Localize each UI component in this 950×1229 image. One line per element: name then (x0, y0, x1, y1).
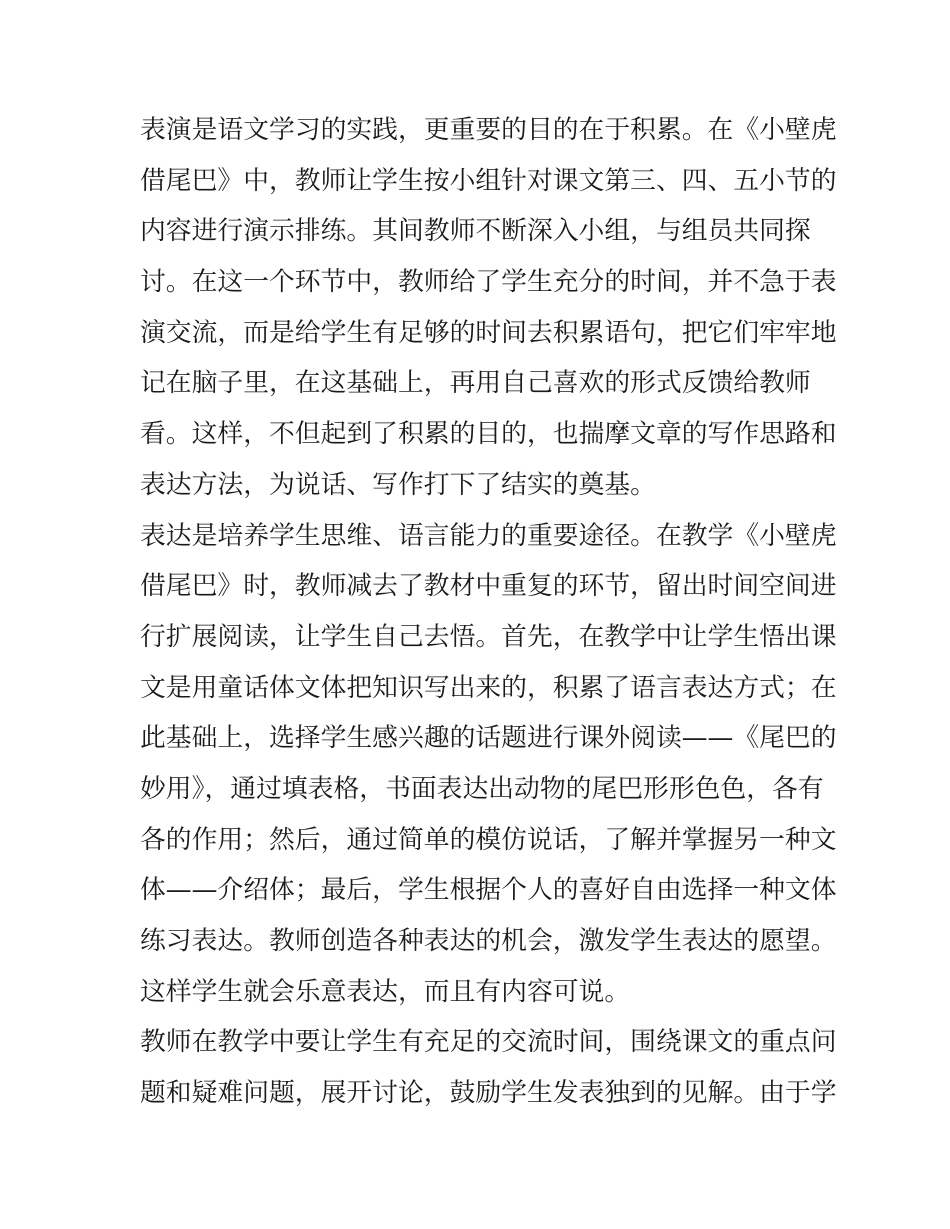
text-line: 题和疑难问题，展开讨论，鼓励学生发表独到的见解。由于学 (140, 1078, 837, 1109)
text-line: 讨。在这一个环节中，教师给了学生充分的时间，并不急于表 (140, 267, 837, 298)
text-line: 妙用》，通过填表格，书面表达出动物的尾巴形形色色，各有 (140, 773, 824, 804)
text-line: 借尾巴》时，教师减去了教材中重复的环节，留出时间空间进 (140, 571, 837, 602)
paragraph (140, 1017, 837, 1118)
text-line: 教师在教学中要让学生有充足的交流时间，围绕课文的重点问 (140, 1027, 837, 1058)
text-line: 此基础上，选择学生感兴趣的话题进行课外阅读——《尾巴的 (140, 723, 837, 754)
text-line: 记在脑子里，在这基础上，再用自己喜欢的形式反馈给教师 (140, 368, 811, 399)
document-body (140, 105, 837, 1119)
text-line: 表演是语文学习的实践，更重要的目的在于积累。在《小壁虎 (140, 115, 837, 145)
text-line: 演交流，而是给学生有足够的时间去积累语句，把它们牢牢地 (140, 317, 837, 348)
paragraph (140, 105, 837, 511)
paragraph (140, 511, 837, 1018)
text-line: 各的作用；然后，通过简单的模仿说话，了解并掌握另一种文 (140, 824, 837, 855)
text-line: 练习表达。教师创造各种表达的机会，激发学生表达的愿望。 (140, 926, 837, 956)
text-line: 表达方法，为说话、写作打下了结实的奠基。 (140, 469, 656, 500)
text-line: 内容进行演示排练。其间教师不断深入小组，与组员共同探 (140, 216, 811, 247)
text-line: 表达是培养学生思维、语言能力的重要途径。在教学《小壁虎 (140, 520, 837, 551)
text-line: 看。这样，不但起到了积累的目的，也揣摩文章的写作思路和 (140, 419, 837, 450)
text-line: 这样学生就会乐意表达，而且有内容可说。 (140, 976, 631, 1007)
text-line: 行扩展阅读，让学生自己去悟。首先，在教学中让学生悟出课 (140, 621, 837, 652)
text-line: 体——介绍体；最后，学生根据个人的喜好自由选择一种文体 (140, 875, 837, 906)
text-line: 文是用童话体文体把知识写出来的，积累了语言表达方式；在 (140, 672, 837, 703)
text-line: 借尾巴》中，教师让学生按小组针对课文第三、四、五小节的 (140, 165, 837, 196)
